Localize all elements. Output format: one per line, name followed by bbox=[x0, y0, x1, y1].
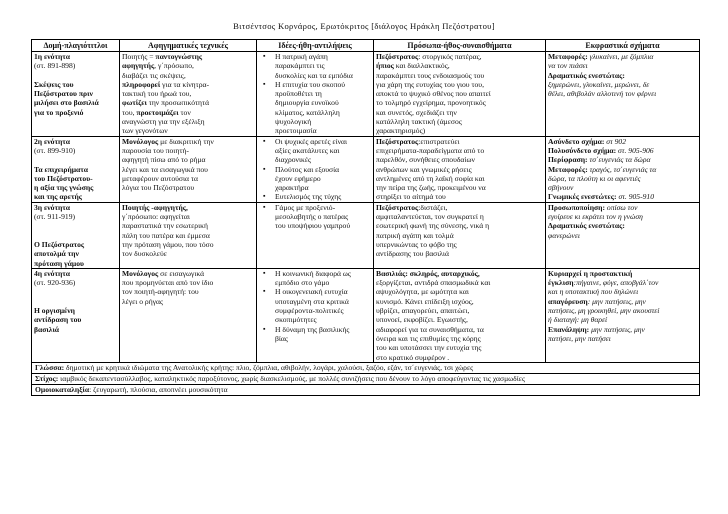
header-structure: Δομή-πλαγιότιτλοι bbox=[32, 40, 120, 52]
line-text: όνειρα και τις επιθυμίες της κόρης bbox=[376, 333, 481, 343]
person-line bbox=[376, 203, 543, 212]
footer-label: Ομοιοκαταληξία bbox=[35, 384, 90, 394]
idea-line: συμφέροντα-πολιτικές bbox=[275, 306, 344, 316]
figure-line bbox=[548, 315, 697, 324]
line-text: ανθρώπων και γνωμικές ρήσεις bbox=[376, 164, 472, 174]
narrative-line: λέγει και τα εισαγωγικά που bbox=[122, 164, 208, 174]
figure-line bbox=[548, 269, 697, 278]
idea-line: ▪ Η δύναμη της βασιλικής bbox=[275, 324, 350, 334]
bold-term: φωτίζει bbox=[122, 98, 147, 108]
cell-narrative bbox=[120, 268, 257, 362]
line-text: κυνισμό. Κάνει επίδειξη ισχύος, bbox=[376, 296, 474, 306]
idea-line: ▪ Ευτελισμός της τύχης bbox=[275, 192, 342, 202]
footer-label: Γλώσσα: bbox=[35, 362, 65, 372]
line-text: δώρα, τα πλούτη κι οι αφεντιές bbox=[548, 173, 641, 183]
person-line bbox=[376, 315, 543, 324]
line-text: το τολμηρό εγχείρημα, προνοητικός bbox=[376, 98, 486, 108]
figure-line bbox=[548, 183, 697, 192]
bold-term: Γνωμικές ενεστώτες: bbox=[548, 192, 617, 202]
person-line bbox=[376, 165, 543, 174]
header-row bbox=[32, 40, 700, 52]
line-text: αδιαφορεί για τα συναισθήματα, τα bbox=[376, 324, 484, 334]
figure-line bbox=[548, 231, 697, 240]
table-row bbox=[32, 52, 700, 137]
idea-line: προετοιμασία bbox=[275, 126, 317, 136]
idea-item bbox=[259, 325, 371, 344]
bold-term: Δραματικός ενεστώτας: bbox=[548, 221, 625, 231]
idea-item bbox=[259, 192, 371, 201]
idea-line: παρακάμπτει τις bbox=[275, 61, 325, 71]
bold-term: αφηγητής bbox=[122, 61, 155, 71]
cell-narrative bbox=[120, 136, 257, 202]
bold-term: ήπιος bbox=[376, 61, 394, 71]
bold-term: πληροφορεί bbox=[122, 79, 161, 89]
line-text: του και υποτάσσει την ευτυχία της bbox=[376, 343, 482, 353]
line-text: και η υποτακτική που δηλώνει bbox=[548, 287, 639, 297]
section-heading: η αξία της γνώσης bbox=[34, 183, 94, 193]
figure-line bbox=[548, 61, 697, 70]
person-line bbox=[376, 287, 543, 296]
narrative-line: γ΄πρόσωπο: αφηγείται bbox=[122, 212, 190, 222]
line-text: κατάλληλη τακτική (άμεσος bbox=[376, 117, 462, 127]
narrative-line: παραστατικά την εσωτερική bbox=[122, 221, 208, 231]
footer-cell bbox=[32, 362, 700, 373]
ideas-list bbox=[259, 203, 371, 231]
idea-item bbox=[259, 52, 371, 80]
section-heading: βασιλιά bbox=[34, 324, 60, 334]
idea-line: ▪ Η πατρική αγάπη bbox=[275, 52, 328, 61]
idea-line: του υποψήφιου γαμπρού bbox=[275, 221, 351, 231]
line-text: και διαλλακτικός, bbox=[393, 61, 450, 71]
line-text: φανερώνει bbox=[548, 230, 580, 240]
idea-item bbox=[259, 287, 371, 324]
line-text: παρελθόν, συνήθειες σπουδαίων bbox=[376, 155, 475, 165]
figure-line bbox=[548, 174, 697, 183]
page-title: Βιτσέντσος Κορνάρος, Ερωτόκριτος [διάλογος Ηράκλη Πεζόστρατου] bbox=[233, 21, 495, 31]
line-text: στο κρατικό συμφέρον . bbox=[376, 352, 450, 362]
figure-line bbox=[548, 52, 697, 61]
spacer bbox=[34, 287, 117, 296]
figure-line bbox=[548, 89, 697, 98]
person-line bbox=[376, 80, 543, 89]
footer-cell bbox=[32, 384, 700, 395]
line-text: υπερνικώντας το φόβο της bbox=[376, 239, 457, 249]
bold-term: Προσωποποίηση: bbox=[548, 202, 606, 212]
line-text: να τον πιάσει bbox=[548, 61, 588, 71]
line-text: στηρίξει το αίτημά του bbox=[376, 192, 446, 202]
idea-line: ▪ Οι ψυχικές αρετές είναι bbox=[275, 136, 348, 146]
figure-line bbox=[548, 278, 697, 287]
line-text: πατήσεις, μη γροικηθεί, μην ακουστεί bbox=[548, 306, 660, 316]
table-row bbox=[32, 268, 700, 362]
section-heading: πρόταση γάμου bbox=[34, 258, 84, 268]
figure-line bbox=[548, 137, 697, 146]
section-heading: Πεζόστρατου πριν bbox=[34, 89, 93, 99]
cell-figures bbox=[546, 136, 700, 202]
blank-line bbox=[34, 231, 117, 240]
figure-line bbox=[548, 80, 697, 89]
verses-range: (στ. 911-919) bbox=[34, 212, 76, 222]
idea-line: υποταγμένη στα κριτικά bbox=[275, 296, 349, 306]
idea-item bbox=[259, 165, 371, 193]
section-heading: για το προξενιό bbox=[34, 107, 84, 117]
unit-label: 2η ενότητα bbox=[34, 136, 70, 146]
person-line bbox=[376, 212, 543, 221]
person-line bbox=[376, 343, 543, 352]
section-heading: μιλήσει στο βασιλιά bbox=[34, 98, 99, 108]
cell-narrative bbox=[120, 52, 257, 137]
person-line bbox=[376, 297, 543, 306]
footer-cell bbox=[32, 373, 700, 384]
idea-line: ▪ Γάμος με προξενιό- bbox=[275, 202, 336, 212]
bold-term: Πεζόστρατος bbox=[376, 52, 419, 61]
idea-line: κλίματος, κατάλληλη bbox=[275, 107, 340, 117]
line-text: και συνετός, σχεδιάζει την bbox=[376, 107, 457, 117]
line-text: πατήσει, μην πατήσει bbox=[548, 333, 611, 343]
line-text: εσωτερική φωνή της σύνεσης, νικά η bbox=[376, 221, 490, 231]
person-line bbox=[376, 249, 543, 258]
bold-term: απαγόρευση bbox=[548, 296, 588, 306]
bold-term: Πεζόστρατος bbox=[376, 136, 419, 146]
idea-line: διαχρονικές bbox=[275, 155, 312, 165]
person-line bbox=[376, 126, 543, 135]
line-text: : μην πατήσεις, μην bbox=[587, 296, 646, 306]
cell-ideas bbox=[257, 136, 374, 202]
section-heading: και της αρετής bbox=[34, 192, 82, 202]
line-text: θέλει, αθιβολάν αλλοτινή τον φέρνει bbox=[548, 89, 657, 99]
figure-line bbox=[548, 287, 697, 296]
table-row bbox=[32, 136, 700, 202]
bold-term: Μεταφορές: bbox=[548, 52, 588, 61]
narrative-line: τον ποιητή-αφηγητή: του bbox=[122, 287, 199, 297]
cell-persons bbox=[374, 268, 546, 362]
narrative-line: Μονόλογος σε εισαγωγικά bbox=[122, 268, 205, 278]
section-heading: Σκέψεις του bbox=[34, 79, 74, 89]
line-text: γλυκαίνει, με ζόμπλια bbox=[587, 52, 654, 61]
cell-persons bbox=[374, 52, 546, 137]
line-text: στ 902 bbox=[604, 136, 627, 146]
figure-line bbox=[548, 203, 697, 212]
narrative-line: αναγνώστη για την εξέλιξη bbox=[122, 117, 205, 127]
line-text: παρακάμπτει τους ενδοιασμούς του bbox=[376, 70, 485, 80]
ideas-list bbox=[259, 137, 371, 202]
person-line bbox=[376, 137, 543, 146]
spacer bbox=[34, 155, 117, 164]
narrative-line: φωτίζει την προσωπικότητά bbox=[122, 98, 210, 108]
idea-line: δυσκολίες και τα εμπόδια bbox=[275, 70, 353, 80]
cell-figures bbox=[546, 202, 700, 268]
person-line bbox=[376, 155, 543, 164]
idea-line: ψυχολογική bbox=[275, 117, 312, 127]
idea-line: αξίες ακατάλυτες και bbox=[275, 145, 340, 155]
figure-line bbox=[548, 71, 697, 80]
line-text: επιχειρήματα-παραδείγματα από το bbox=[376, 145, 485, 155]
footer-text: ιαμβικός δεκαπεντασύλλαβος, καταληκτικός παροξύτονος, χωρίς διασκελισμούς, με πολλές συνιζήσεις που δένουν το λόγο αποφεύγοντας τις χασμωδίες bbox=[58, 373, 525, 383]
line-text: αντίδρασης του βασιλιά bbox=[376, 249, 449, 259]
header-ideas: Ιδέες-ήθη-αντιλήψεις bbox=[257, 40, 374, 52]
person-line bbox=[376, 174, 543, 183]
narrative-line: διαβάζει τις σκέψεις, bbox=[122, 70, 186, 80]
figure-line bbox=[548, 334, 697, 343]
verses-range: (στ. 899-910) bbox=[34, 145, 76, 155]
narrative-line bbox=[122, 203, 254, 212]
person-line bbox=[376, 117, 543, 126]
line-text: στ. 905-910 bbox=[616, 192, 655, 202]
line-text: μην πατήσεις, μην bbox=[589, 324, 645, 334]
narrative-line: πληροφορεί για τα κίνητρα- bbox=[122, 79, 209, 89]
narrative-line: λόγια του Πεζόστρατου bbox=[122, 183, 195, 193]
cell-figures bbox=[546, 52, 700, 137]
person-line bbox=[376, 353, 543, 362]
idea-line: σκοπιμότητες bbox=[275, 315, 317, 325]
person-line bbox=[376, 269, 543, 278]
narrative-line: Ποιητής = παντογνώστης bbox=[122, 52, 203, 61]
footer-row bbox=[32, 373, 700, 384]
cell-figures bbox=[546, 268, 700, 362]
bold-term: Μεταφορές: bbox=[548, 164, 588, 174]
line-text: ξημερώνει, γλυκαίνει, μερώνει, δε bbox=[548, 79, 650, 89]
person-line bbox=[376, 334, 543, 343]
line-text: ή διαταγή: μη θαρεί bbox=[548, 315, 608, 325]
line-text: εγυίρευε κι εκράτει τον η γνώση bbox=[548, 212, 643, 222]
narrative-line: παρουσία του ποιητή- bbox=[122, 145, 189, 155]
unit-label: 4η ενότητα bbox=[34, 268, 70, 278]
unit-label: 1η ενότητα bbox=[34, 52, 70, 61]
idea-line: προϋποθέτει τη bbox=[275, 89, 322, 99]
bold-term: Ασύνδετο σχήμα: bbox=[548, 136, 605, 146]
cell-narrative bbox=[120, 202, 257, 268]
idea-item bbox=[259, 203, 371, 231]
line-text: στ. 905-906 bbox=[616, 145, 654, 155]
figure-line bbox=[548, 221, 697, 230]
analysis-table bbox=[31, 39, 700, 396]
figure-line bbox=[548, 212, 697, 221]
person-line bbox=[376, 278, 543, 287]
figure-line bbox=[548, 192, 697, 201]
person-line bbox=[376, 108, 543, 117]
bold-term: έγκλιση bbox=[548, 278, 574, 288]
idea-item bbox=[259, 269, 371, 288]
line-text: για χάρη της ευτυχίας του γιου του, bbox=[376, 79, 484, 89]
figure-line bbox=[548, 297, 697, 306]
idea-line: εμπόδιο στο γάμο bbox=[275, 278, 330, 288]
narrative-line: την πρόταση γάμου, που τόσο bbox=[122, 239, 214, 249]
narrative-line: των γεγονότων bbox=[122, 126, 168, 136]
bold-term: Περίφραση: bbox=[548, 155, 588, 165]
line-text: αμφιταλαντεύεται, τον συγκρατεί η bbox=[376, 212, 484, 222]
cell-structure bbox=[32, 202, 120, 268]
bold-term: Δραματικός ενεστώτας: bbox=[548, 70, 625, 80]
line-text: :διστάζει, bbox=[418, 202, 448, 212]
line-text: αποκτά το ψυχικό σθένος που απαιτεί bbox=[376, 89, 491, 99]
section-heading: Τα επιχειρήματα bbox=[34, 164, 89, 174]
person-line bbox=[376, 52, 543, 61]
cell-structure bbox=[32, 136, 120, 202]
footer-text: : ζευγαρωτή, πλούσια, αποπνέει μουσικότητα bbox=[89, 384, 228, 394]
bold-term: Επανάληψη: bbox=[548, 324, 590, 334]
person-line bbox=[376, 89, 543, 98]
header-persons: Πρόσωπα-ήθος-συναισθήματα bbox=[374, 40, 546, 52]
idea-line: βίας bbox=[275, 333, 288, 343]
line-text: τραγός, τσ΄ευγενιάς τα bbox=[587, 164, 657, 174]
line-text: : στοργικός πατέρας, bbox=[418, 52, 482, 61]
spacer bbox=[34, 71, 117, 80]
cell-ideas bbox=[257, 268, 374, 362]
spacer bbox=[34, 221, 117, 230]
person-line bbox=[376, 183, 543, 192]
bold-term: παντογνώστης bbox=[155, 52, 203, 61]
header-figures: Εκφραστικά σχήματα bbox=[546, 40, 700, 52]
cell-structure bbox=[32, 52, 120, 137]
narrative-line: Μονόλογος με διακριτική την bbox=[122, 136, 214, 146]
bold-term: Ποιητής -αφηγητής, bbox=[122, 202, 188, 212]
figure-line bbox=[548, 155, 697, 164]
person-line bbox=[376, 231, 543, 240]
person-line bbox=[376, 240, 543, 249]
footer-row bbox=[32, 362, 700, 373]
line-text: :πήγαινε, φύγε, αποβγάλ΄τον bbox=[573, 278, 659, 288]
person-line bbox=[376, 306, 543, 315]
figure-line bbox=[548, 146, 697, 155]
person-line bbox=[376, 98, 543, 107]
line-text: αντλημένες από τη λαϊκή σοφία και bbox=[376, 173, 485, 183]
figure-line bbox=[548, 165, 697, 174]
table-row bbox=[32, 202, 700, 268]
section-heading: του Πεζόστρατου- bbox=[34, 173, 93, 183]
person-line bbox=[376, 71, 543, 80]
narrative-line: του, προετοιμάζει τον bbox=[122, 107, 191, 117]
line-text: τσ΄ευγενιάς τα δώρα bbox=[587, 155, 651, 165]
narrative-line: τον δυσκολεύε bbox=[122, 249, 167, 259]
line-text: χαρακτηρισμός) bbox=[376, 126, 426, 136]
bold-term: Βασιλιάς: σκληρός, αυταρχικός, bbox=[376, 268, 480, 278]
narrative-line: λέγει ο ρήγας bbox=[122, 296, 164, 306]
bold-term: Μονόλογος bbox=[122, 268, 159, 278]
footer-row bbox=[32, 384, 700, 395]
cell-persons bbox=[374, 202, 546, 268]
narrative-line: που προμηνύεται από τον ίδιο bbox=[122, 278, 214, 288]
narrative-line: αφηγητή πίσω από το ρήμα bbox=[122, 155, 206, 165]
narrative-line: αφηγητής, γ΄πρόσωπο, bbox=[122, 61, 194, 71]
cell-persons bbox=[374, 136, 546, 202]
line-text: την πείρα της ζωής, προκειμένου να bbox=[376, 183, 486, 193]
idea-line: ▪ Πλούτος και εξουσία bbox=[275, 164, 340, 174]
person-line bbox=[376, 192, 543, 201]
footer-label: Στίχος: bbox=[35, 373, 59, 383]
cell-ideas bbox=[257, 202, 374, 268]
person-line bbox=[376, 325, 543, 334]
idea-line: ▪ Η επιτυχία του σκοπού bbox=[275, 79, 345, 89]
verses-range: (στ. 920-936) bbox=[34, 278, 76, 288]
line-text: οπίσω τον bbox=[605, 202, 638, 212]
footer-text: δημοτική με κρητικά ιδιώματα της Ανατολικής κρήτης: πλιο, ζόμπλια, αθιβολήν, λογάρι, χαλούσι, ξαζόο, εζάν, τσ΄ευγενιάς, τσι χώρες bbox=[64, 362, 474, 372]
line-text: υπονοεί, εκφοβίζει. Εγωιστής, bbox=[376, 315, 468, 325]
line-text: σβήνουν bbox=[548, 183, 574, 193]
person-line bbox=[376, 61, 543, 70]
figure-line bbox=[548, 306, 697, 315]
cell-ideas bbox=[257, 52, 374, 137]
line-text: εξοργίζεται, αντιδρά σπασμωδικά και bbox=[376, 278, 491, 288]
bold-term: Πεζόστρατος bbox=[376, 202, 419, 212]
narrative-line: τακτική του ήρωά του, bbox=[122, 89, 192, 99]
verses-range: (στ. 891-898) bbox=[34, 61, 76, 71]
narrative-line: μεταφέρουν αυτούσια τα bbox=[122, 173, 198, 183]
section-heading: Η οργισμένη bbox=[34, 306, 75, 316]
bold-term: Πολυσύνδετο σχήμα: bbox=[548, 145, 617, 155]
idea-item bbox=[259, 80, 371, 136]
idea-line: χαρακτήρα bbox=[275, 183, 309, 193]
idea-line: ▪ Η οικογενειακή ευτυχία bbox=[275, 287, 348, 297]
ideas-list bbox=[259, 269, 371, 343]
blank-line bbox=[34, 297, 117, 306]
idea-line: δημιουργία ευνοϊκού bbox=[275, 98, 339, 108]
idea-line: μεσολαβητής ο πατέρας bbox=[275, 212, 349, 222]
cell-structure bbox=[32, 268, 120, 362]
section-heading: Ο Πεζόστρατος bbox=[34, 239, 85, 249]
idea-item bbox=[259, 137, 371, 165]
idea-line: έχουν εφήμερο bbox=[275, 173, 321, 183]
narrative-line: πάλη του πατέρα και έμμεσα bbox=[122, 230, 210, 240]
person-line bbox=[376, 146, 543, 155]
bold-term: προετοιμάζει bbox=[136, 107, 179, 117]
person-line bbox=[376, 221, 543, 230]
line-text: πατρική αγάπη και τολμά bbox=[376, 230, 454, 240]
bold-term: Μονόλογος bbox=[122, 136, 159, 146]
line-text: :επιστρατεύει bbox=[418, 136, 460, 146]
ideas-list bbox=[259, 52, 371, 136]
line-text: υβρίζει, απαγορεύει, απαιτώει, bbox=[376, 306, 470, 316]
section-heading: αποτολμά την bbox=[34, 249, 79, 259]
line-text: αψυχολόγητα, με ωμότητα και bbox=[376, 287, 469, 297]
bold-term: Κυριαρχεί η προστακτική bbox=[548, 268, 633, 278]
unit-label: 3η ενότητα bbox=[34, 202, 70, 212]
figure-line bbox=[548, 325, 697, 334]
idea-line: ▪ Η κοινωνική διαφορά ως bbox=[275, 268, 351, 278]
header-narrative: Αφηγηματικές τεχνικές bbox=[120, 40, 257, 52]
section-heading: αντίδραση του bbox=[34, 315, 82, 325]
